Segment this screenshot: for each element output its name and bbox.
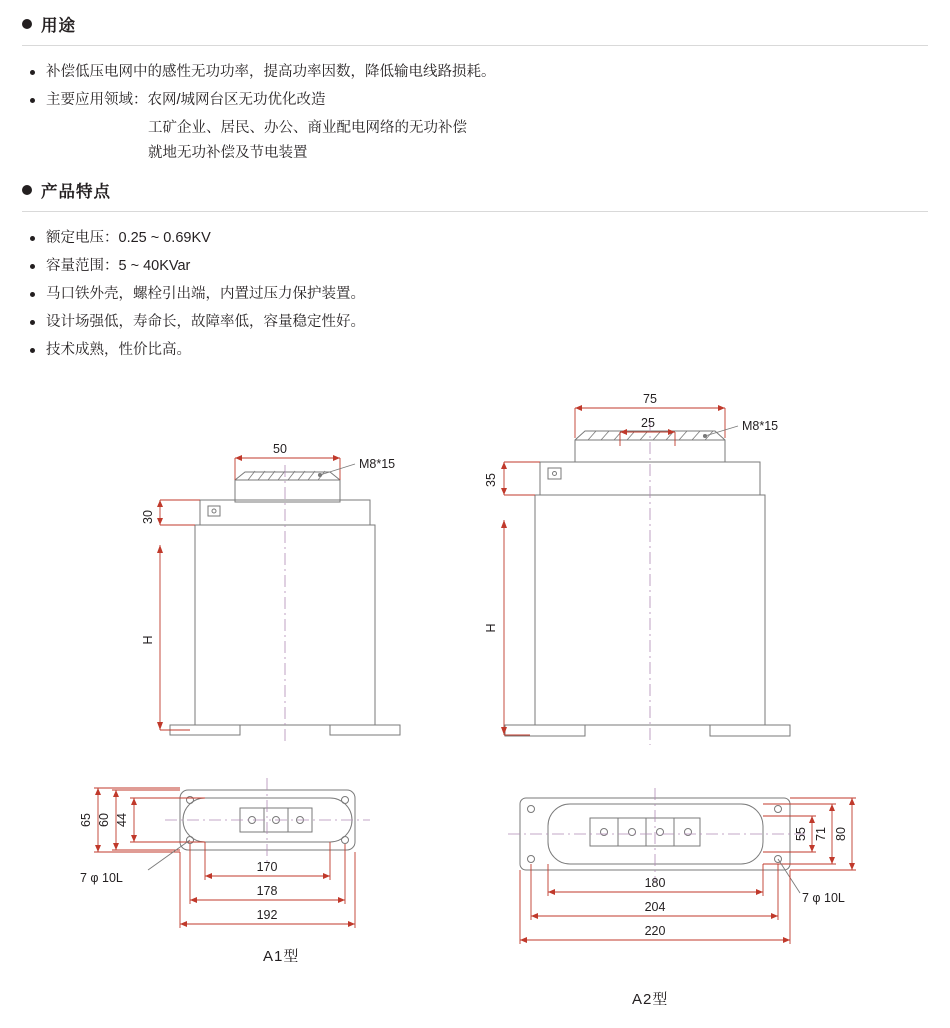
section-usage-title: 用途 <box>41 17 76 35</box>
list-item <box>30 310 950 335</box>
list-bullet-icon <box>30 348 35 353</box>
a2-terminal-label: M8*15 <box>742 419 779 433</box>
a1-top-view <box>70 770 430 980</box>
list-item <box>30 88 950 113</box>
a1-dim-v-60: 60 <box>97 813 111 827</box>
a2-hole-note: 7 φ 10L <box>802 891 845 905</box>
a2-dim-v-71: 71 <box>814 827 828 841</box>
a2-front-view <box>470 390 830 790</box>
section-features <box>0 178 950 366</box>
list-item-text: 设计场强低，寿命长，故障率低，容量稳定性好。 <box>46 314 365 330</box>
list-item-text: 补偿低压电网中的感性无功功率，提高功率因数，降低输电线路损耗。 <box>46 64 496 80</box>
list-item <box>30 254 950 279</box>
list-bullet-icon <box>30 236 35 241</box>
technical-drawings <box>0 380 950 1028</box>
list-item-text: 马口铁外壳，螺栓引出端，内置过压力保护装置。 <box>46 286 365 302</box>
a1-dim-v-65: 65 <box>79 813 93 827</box>
a2-dim-h-220: 220 <box>644 924 666 938</box>
a2-dim-v-55: 55 <box>794 827 808 841</box>
a1-hole-note: 7 φ 10L <box>80 871 123 885</box>
usage-subline: 工矿企业、居民、办公、商业配电网络的无功补偿 <box>148 120 467 136</box>
list-item-text: 主要应用领域：农网/城网台区无功优化改造 <box>46 92 326 108</box>
section-usage-heading <box>0 12 950 36</box>
section-features-heading <box>0 178 950 202</box>
divider <box>22 45 928 46</box>
a2-dim-cover-height: 35 <box>484 473 498 487</box>
bullet-dot-icon <box>22 185 32 195</box>
list-item <box>30 60 950 85</box>
list-bullet-icon <box>30 98 35 103</box>
features-list <box>30 226 950 363</box>
a1-dim-h-178: 178 <box>256 884 278 898</box>
a2-top-view <box>500 780 900 1000</box>
a2-dim-h-204: 204 <box>644 900 666 914</box>
list-bullet-icon <box>30 320 35 325</box>
list-bullet-icon <box>30 264 35 269</box>
list-item <box>30 338 950 363</box>
list-item <box>30 282 950 307</box>
a1-dim-top-width: 50 <box>273 442 287 456</box>
a2-dim-body-height: H <box>484 623 498 633</box>
a1-front-view <box>130 440 460 820</box>
a1-dim-body-height: H <box>141 635 155 645</box>
a1-dim-cover-height: 30 <box>141 510 155 524</box>
bullet-dot-icon <box>22 19 32 29</box>
a1-caption: A1型 <box>263 948 300 965</box>
list-bullet-icon <box>30 292 35 297</box>
a1-dim-v-44: 44 <box>115 813 129 827</box>
a1-dim-h-170: 170 <box>256 860 278 874</box>
list-item <box>30 226 950 251</box>
section-usage <box>0 12 950 166</box>
a2-caption: A2型 <box>632 991 669 1008</box>
list-item-text: 额定电压：0.25 ~ 0.69KV <box>46 230 211 246</box>
a2-dim-top-width: 75 <box>643 392 657 406</box>
usage-subline: 就地无功补偿及节电装置 <box>148 145 308 161</box>
a2-dim-top-inner-width: 25 <box>641 416 655 430</box>
list-item-text: 技术成熟，性价比高。 <box>46 342 191 358</box>
a2-dim-h-180: 180 <box>644 876 666 890</box>
list-item-text: 容量范围：5 ~ 40KVar <box>46 258 191 274</box>
list-bullet-icon <box>30 70 35 75</box>
a1-dim-h-192: 192 <box>256 908 278 922</box>
divider <box>22 211 928 212</box>
usage-list <box>30 60 950 113</box>
section-features-title: 产品特点 <box>41 183 111 201</box>
a1-terminal-label: M8*15 <box>359 457 396 471</box>
a2-dim-v-80: 80 <box>834 827 848 841</box>
